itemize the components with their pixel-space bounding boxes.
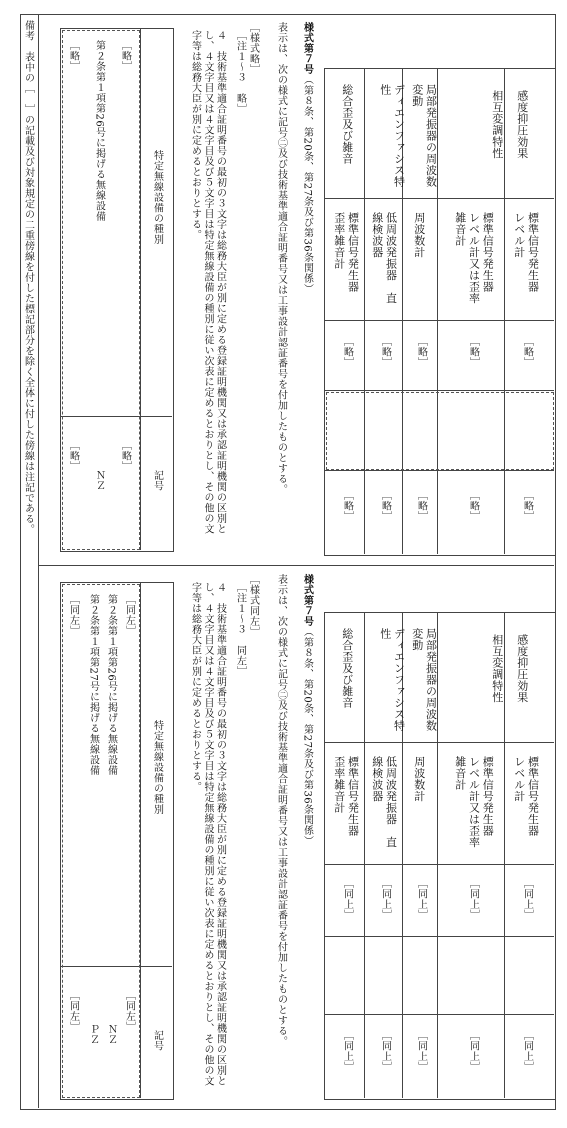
bottom-code-row4-kind: ［同左］ [67, 594, 79, 636]
top-note-omit: ［注１～３ 略］ [234, 30, 246, 114]
top-mark-a: ［略］ [415, 336, 427, 368]
panel-divider [38, 565, 554, 566]
top-table-rule [364, 68, 365, 554]
bottom-table-rule [324, 864, 554, 865]
top-form-title: 様式第７号 [301, 22, 313, 75]
top-code-row3-kind: ［略］ [67, 40, 79, 72]
top-code-row1-symbol: ［略］ [119, 440, 131, 472]
bottom-form-same: ［様式同左］ [247, 574, 259, 637]
bottom-code-header-kind: 特定無線設備の種別 [151, 720, 163, 815]
top-form-refs: （第８条、第20条、第27条及び第36条関係） [301, 74, 313, 295]
top-mark-a: ［略］ [379, 336, 391, 368]
top-mark-b: ［略］ [341, 490, 353, 522]
bottom-table-rule [364, 612, 365, 1098]
top-mark-b: ［略］ [521, 490, 533, 522]
bottom-mark-b: ［同上］ [467, 1030, 479, 1072]
top-code-row1-kind: ［略］ [119, 40, 131, 72]
top-mark-b: ［略］ [415, 490, 427, 522]
top-instrument: 標準信号発生器 レベル計又は歪率雑音計 [453, 212, 495, 304]
top-instrument: 標準信号発生器 歪率雑音計 [332, 212, 360, 304]
top-dashed-region [326, 392, 554, 470]
top-mark-b: ［略］ [467, 490, 479, 522]
top-table-rule [324, 390, 554, 391]
bottom-item: 局部発振器の周波数変動 [410, 628, 438, 732]
bottom-code-row1-kind: ［同左］ [123, 594, 135, 636]
bottom-item: 感度抑圧効果 [515, 634, 529, 703]
bottom-intro: 表示は、次の様式に記号㊁及び技術基準適合証明番号又は工事設計認証番号を付加したものとする。 [275, 574, 287, 1047]
bottom-table-rule [324, 742, 554, 743]
top-table-rule [504, 68, 505, 554]
top-instrument: 周波数計 [412, 212, 426, 258]
top-mark-b: ［略］ [379, 490, 391, 522]
bottom-instrument: 標準信号発生器 レベル計 [512, 756, 540, 848]
bottom-form-heading [300, 574, 313, 1094]
remark-text: 備考 表中の［ ］の記載及び対象規定の二重傍線を付した標記部分を除く全体に付した傍線は注記である。 [22, 20, 34, 535]
bottom-code-row2-symbol: ＮＺ [105, 1024, 117, 1045]
bottom-mark-a: ［同上］ [521, 878, 533, 920]
bottom-mark-a: ［同上］ [415, 878, 427, 920]
top-instrument: 標準信号発生器 レベル計 [512, 212, 540, 304]
bottom-form-refs: （第８条、第20条、第27条及び第36条関係） [301, 626, 313, 847]
bottom-mark-b: ［同上］ [521, 1030, 533, 1072]
bottom-code-row2-kind: 第２条第１項第26号に掲げる無線設備 [105, 594, 117, 776]
bottom-code-header-symbol: 記号 [151, 1030, 163, 1051]
bottom-code-row3-symbol: ＰＺ [87, 1024, 99, 1045]
bottom-mark-b: ［同上］ [415, 1030, 427, 1072]
bottom-code-row3-kind: 第２条第１項第27号に掲げる無線設備 [87, 594, 99, 776]
top-form-heading [300, 22, 313, 542]
bottom-mark-b: ［同上］ [341, 1030, 353, 1072]
bottom-instrument: 周波数計 [412, 756, 426, 802]
bottom-form-title: 様式第７号 [301, 574, 313, 627]
top-table-rule [324, 198, 554, 199]
top-code-row3-symbol: ［略］ [67, 440, 79, 472]
top-item: ディエンファシス特性 [378, 84, 406, 188]
bottom-table-rule [324, 1014, 554, 1015]
top-code-row2-kind: 第２条第１項第26号に掲げる無線設備 [93, 40, 105, 222]
bottom-item: 総合歪及び雑音 [340, 628, 354, 709]
bottom-note4: ４ 技術基準適合証明番号の最初の３文字は総務大臣が別に定める登録証明機関又は承認証明機関の区別とし、４文字目又は４文字目及び５文字目は特定無線設備の種別に従い次表に定めるとおりとし、その他の文字等は総務大臣が別に定めるとおりとする。 [189, 582, 226, 1086]
top-mark-a: ［略］ [521, 336, 533, 368]
bottom-instrument: 低周波発振器 直線検波器 [370, 756, 398, 848]
bottom-code-row4-symbol: ［同左］ [67, 990, 79, 1032]
bottom-note-same: ［注１～３ 同左］ [234, 582, 246, 677]
top-mark-a: ［略］ [467, 336, 479, 368]
top-code-rule [140, 28, 141, 550]
top-item: 感度抑圧効果 [515, 90, 529, 159]
top-mark-a: ［略］ [341, 336, 353, 368]
bottom-table-rule [504, 612, 505, 1098]
bottom-table-rule [324, 936, 554, 937]
bottom-mark-b: ［同上］ [379, 1030, 391, 1072]
top-note4: ４ 技術基準適合証明番号の最初の３文字は総務大臣が別に定める登録証明機関又は承認証明機関の区別とし、４文字目又は４文字目及び５文字目は特定無線設備の種別に従い次表に定めるとおりとし、その他の文字等は総務大臣が別に定めるとおりとする。 [189, 30, 226, 534]
top-item: 総合歪及び雑音 [340, 84, 354, 165]
top-table-rule [324, 320, 554, 321]
bottom-code-row1-symbol: ［同左］ [123, 990, 135, 1032]
bottom-code-rule [140, 582, 141, 1098]
top-item: 局部発振器の周波数変動 [410, 84, 438, 188]
top-instrument: 低周波発振器 直線検波器 [370, 212, 398, 304]
bottom-mark-a: ［同上］ [379, 878, 391, 920]
bottom-mark-a: ［同上］ [467, 878, 479, 920]
top-code-header-kind: 特定無線設備の種別 [151, 150, 163, 245]
top-item: 相互変調特性 [490, 90, 504, 159]
top-code-header-symbol: 記号 [151, 470, 163, 491]
top-table-rule [324, 470, 554, 471]
bottom-mark-a: ［同上］ [341, 878, 353, 920]
top-code-row2-symbol: ＮＺ [93, 470, 105, 491]
bottom-instrument: 標準信号発生器 歪率雑音計 [332, 756, 360, 848]
bottom-instrument: 標準信号発生器 レベル計又は歪率雑音計 [453, 756, 495, 848]
remark-divider [38, 14, 39, 1108]
top-form-omit: ［様式略］ [247, 22, 259, 75]
top-intro: 表示は、次の様式に記号㊁及び技術基準適合証明番号又は工事設計認証番号を付加したものとする。 [275, 22, 287, 495]
bottom-item: ディエンファシス特性 [378, 628, 406, 732]
bottom-item: 相互変調特性 [490, 634, 504, 703]
